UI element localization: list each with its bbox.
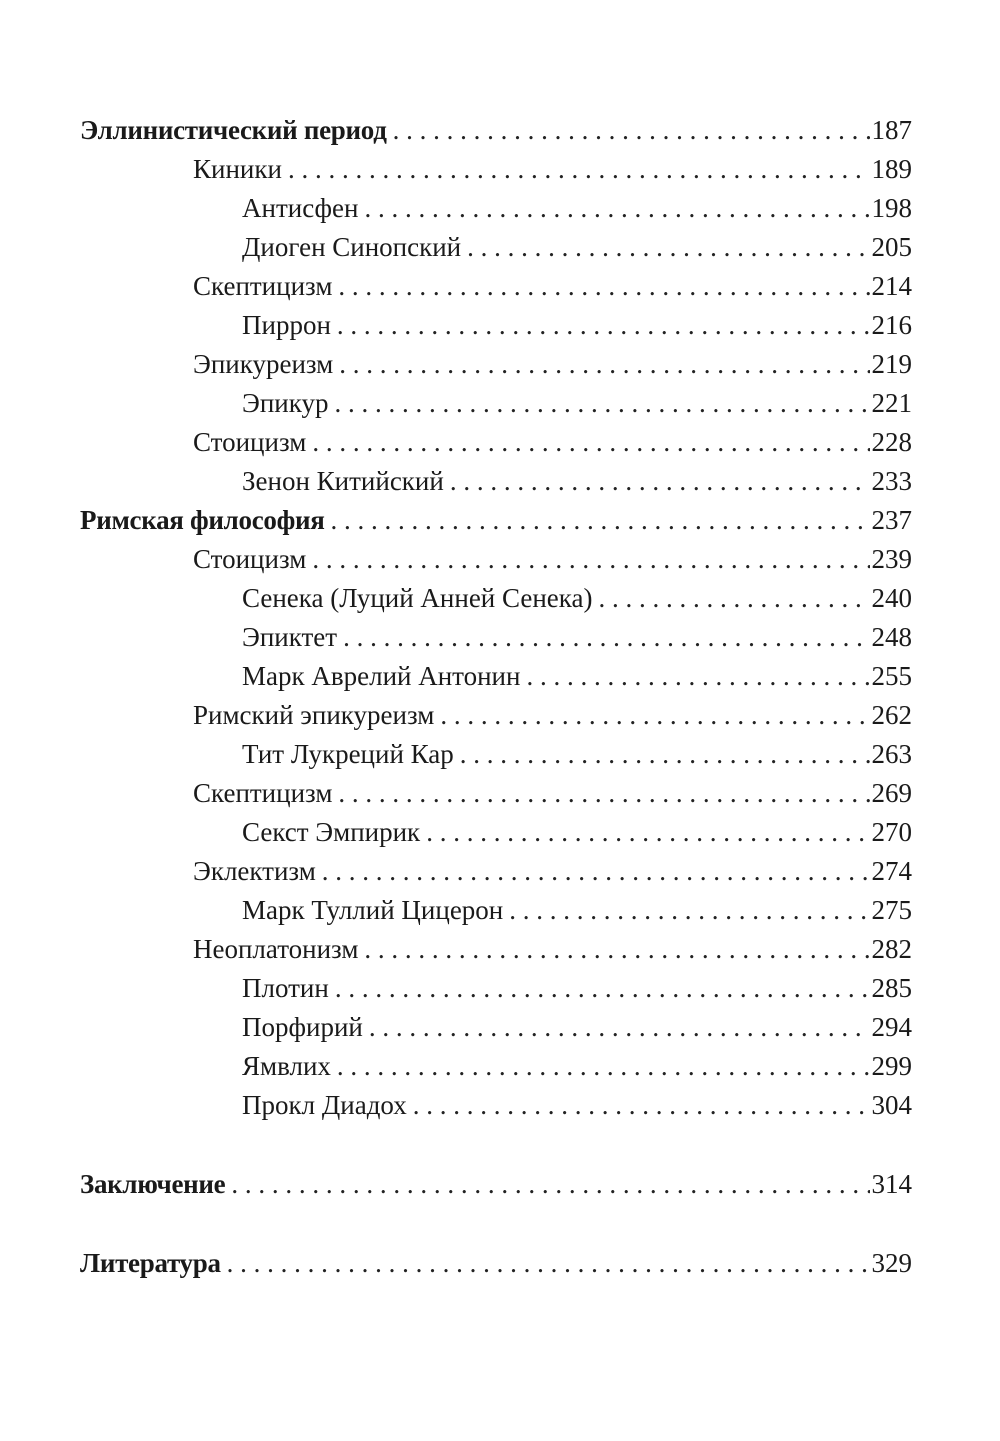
dot-leader: [440, 696, 869, 735]
toc-entry[interactable]: [80, 462, 912, 501]
toc-entry[interactable]: [80, 930, 912, 969]
toc-entry-title: Прокл Диадох: [242, 1090, 407, 1120]
toc-entry-page: 198: [871, 193, 912, 223]
toc-entry-title: Римская философия: [80, 505, 325, 535]
toc-entry-page: 294: [871, 1012, 912, 1042]
toc-entry[interactable]: [80, 345, 912, 384]
toc-entry-title: Плотин: [242, 973, 329, 1003]
toc-entry-page: 239: [871, 544, 912, 574]
toc-entry[interactable]: [80, 696, 912, 735]
dot-leader: [322, 852, 870, 891]
toc-entry-page: 263: [871, 739, 912, 769]
toc-entry-page: 228: [871, 427, 912, 457]
toc-entry-title: Эпиктет: [242, 622, 338, 652]
toc-entry[interactable]: [80, 735, 912, 774]
toc-entry-title: Эпикуреизм: [193, 349, 334, 379]
dot-leader: [369, 1008, 870, 1047]
dot-leader: [334, 384, 869, 423]
dot-leader: [339, 345, 869, 384]
toc-entry-page: 221: [871, 388, 912, 418]
toc-entry-page: 299: [871, 1051, 912, 1081]
toc-entry-title: Марк Туллий Цицерон: [242, 895, 504, 925]
toc-entry-title: Эклектизм: [193, 856, 316, 886]
toc-entry-page: 187: [871, 115, 912, 145]
dot-leader: [227, 1244, 870, 1283]
toc-entry[interactable]: [80, 267, 912, 306]
dot-leader: [331, 501, 870, 540]
toc-entry-page: 274: [871, 856, 912, 886]
toc-entry-page: 304: [871, 1090, 912, 1120]
toc-entry[interactable]: [80, 189, 912, 228]
toc-entry-title: Римский эпикуреизм: [193, 700, 435, 730]
toc-entry[interactable]: [80, 501, 912, 540]
toc-entry-title: Заключение: [80, 1169, 226, 1199]
toc-entry[interactable]: [80, 150, 912, 189]
toc-entry-page: 269: [871, 778, 912, 808]
dot-leader: [509, 891, 869, 930]
toc-entry-title: Скептицизм: [193, 778, 333, 808]
toc-entry-title: Стоицизм: [193, 544, 307, 574]
toc-entry-title: Тит Лукреций Кар: [242, 739, 454, 769]
toc-entry-title: Диоген Синопский: [242, 232, 462, 262]
toc-entry-title: Пиррон: [242, 310, 331, 340]
dot-leader: [338, 774, 869, 813]
dot-leader: [312, 540, 869, 579]
toc-entry-page: 189: [871, 154, 912, 184]
toc-entry-page: 240: [871, 583, 912, 613]
toc-entry[interactable]: [80, 579, 912, 618]
toc-entry[interactable]: [80, 306, 912, 345]
toc-entry-title: Секст Эмпирик: [242, 817, 421, 847]
toc-entry-page: 248: [871, 622, 912, 652]
toc-entry[interactable]: [80, 1165, 912, 1204]
toc-entry-page: 285: [871, 973, 912, 1003]
toc-entry[interactable]: [80, 891, 912, 930]
toc-entry-page: 205: [871, 232, 912, 262]
toc-entry-page: 329: [871, 1248, 912, 1278]
dot-leader: [364, 189, 869, 228]
dot-leader: [231, 1165, 869, 1204]
dot-leader: [450, 462, 870, 501]
toc-entry[interactable]: [80, 228, 912, 267]
toc-entry-title: Неоплатонизм: [193, 934, 359, 964]
toc-entry-page: 255: [871, 661, 912, 691]
toc-entry[interactable]: [80, 1244, 912, 1283]
toc-entry[interactable]: [80, 852, 912, 891]
toc-entry-title: Порфирий: [242, 1012, 363, 1042]
dot-leader: [598, 579, 869, 618]
toc-entry[interactable]: [80, 111, 912, 150]
toc-entry[interactable]: [80, 423, 912, 462]
dot-leader: [426, 813, 869, 852]
dot-leader: [413, 1086, 870, 1125]
dot-leader: [364, 930, 869, 969]
dot-leader: [312, 423, 869, 462]
dot-leader: [343, 618, 869, 657]
toc-entry-page: 233: [871, 466, 912, 496]
toc-entry[interactable]: [80, 1086, 912, 1125]
toc-entry-title: Стоицизм: [193, 427, 307, 457]
toc-entry-page: 262: [871, 700, 912, 730]
toc-entry-page: 216: [871, 310, 912, 340]
toc-entry-page: 219: [871, 349, 912, 379]
dot-leader: [467, 228, 869, 267]
dot-leader: [393, 111, 870, 150]
toc-entry[interactable]: [80, 969, 912, 1008]
dot-leader: [460, 735, 870, 774]
dot-leader: [337, 1047, 870, 1086]
toc-entry[interactable]: [80, 774, 912, 813]
toc-entry-title: Зенон Китийский: [242, 466, 444, 496]
dot-leader: [335, 969, 870, 1008]
toc-entry-page: 314: [871, 1169, 912, 1199]
toc-entry[interactable]: [80, 813, 912, 852]
toc-entry-page: 282: [871, 934, 912, 964]
toc-entry[interactable]: [80, 618, 912, 657]
toc-entry-title: Эпикур: [242, 388, 329, 418]
dot-leader: [288, 150, 870, 189]
toc-entry-page: 270: [871, 817, 912, 847]
dot-leader: [526, 657, 869, 696]
toc-entry-title: Ямвлих: [242, 1051, 331, 1081]
toc-entry-title: Марк Аврелий Антонин: [242, 661, 521, 691]
toc-entry-page: 214: [871, 271, 912, 301]
dot-leader: [337, 306, 870, 345]
toc-entry[interactable]: [80, 540, 912, 579]
toc-entry-title: Эллинистический период: [80, 115, 387, 145]
toc-entry-title: Сенека (Луций Анней Сенека): [242, 583, 593, 613]
toc-entry-title: Скептицизм: [193, 271, 333, 301]
toc-entry-title: Литература: [80, 1248, 221, 1278]
toc-entry[interactable]: [80, 657, 912, 696]
toc-entry-title: Антисфен: [242, 193, 359, 223]
toc-entry-page: 237: [871, 505, 912, 535]
toc-entry[interactable]: [80, 1008, 912, 1047]
dot-leader: [338, 267, 869, 306]
toc-entry-title: Киники: [193, 154, 282, 184]
toc-entry-page: 275: [871, 895, 912, 925]
toc-entry[interactable]: [80, 384, 912, 423]
table-of-contents: [80, 111, 912, 1283]
toc-entry[interactable]: [80, 1047, 912, 1086]
